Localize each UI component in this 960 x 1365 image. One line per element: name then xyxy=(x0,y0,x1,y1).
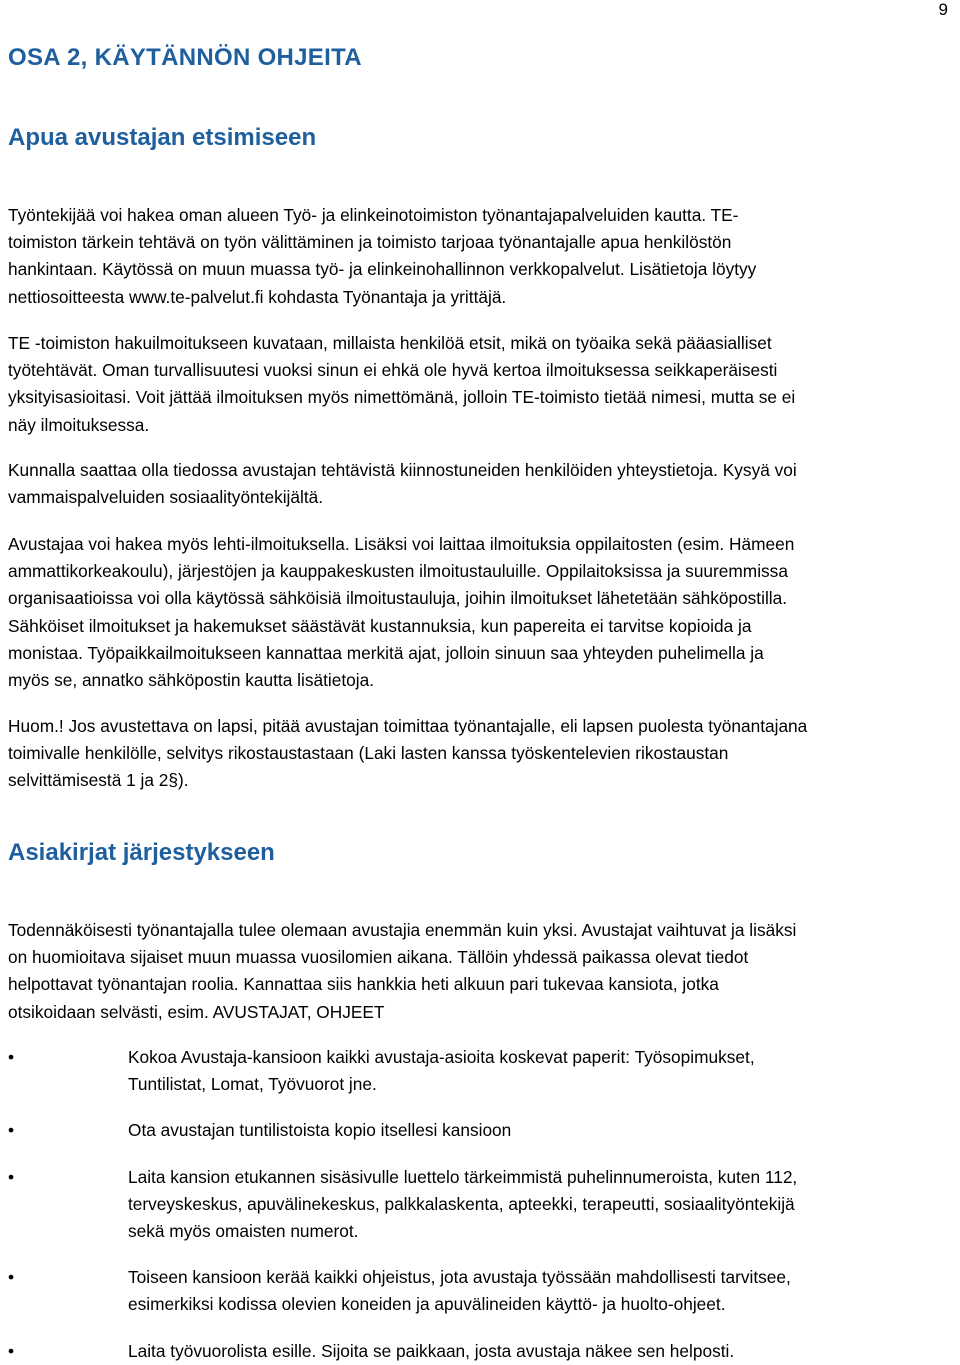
bullet-icon: • xyxy=(8,1267,15,1288)
section-heading-documents: Asiakirjat järjestykseen xyxy=(8,839,275,866)
paragraph-child-note: Huom.! Jos avustettava on lapsi, pitää avustajan toimittaa työnantajalle, eli lapsen puolesta työnantajana toimivalle henkilölle, selvitys rikostaustastaan (Laki lasten kanssa työskentelevien rikostaustan selvittämisestä 1 ja 2§). xyxy=(8,716,808,791)
page-number: 9 xyxy=(938,0,948,19)
paragraph-te-office: Työntekijää voi hakea oman alueen Työ- ja elinkeinotoimiston työnantajapalveluiden kautta. TE- toimiston tärkein tehtävä on työn välittäminen ja toimisto tarjoaa työnantajalle apua henkilöstön hankintaan. Käytössä on muun muassa työ- ja elinkeinohallinnon verkkopalvelut. Lisätietoja löytyy nettiosoitteesta www.te-palvelut.fi kohdasta Työnantaja ja yrittäjä. xyxy=(8,205,757,307)
bullet-list xyxy=(0,1044,960,1365)
paragraph-advertising: Avustajaa voi hakea myös lehti-ilmoituksella. Lisäksi voi laittaa ilmoituksia oppilaitosten (esim. Hämeen ammattikorkeakoulu), järjestöjen ja kauppakeskusten ilmoitustauluille. Oppilaitoksissa ja suuremmissa organisaatioissa voi olla käytössä sähköisiä ilmoitustauluja, joihin ilmoitukset lähetetään sähköpostilla. Sähköiset ilmoitukset ja hakemukset säästävät kustannuksia, kun papereita ei tarvitse kopioida ja monistaa. Työpaikkailmoitukseen kannattaa merkitä ajat, jolloin sinuun saa yhteyden puhelimella ja myös se, annatko sähköpostin kautta lisätietoja. xyxy=(8,534,795,691)
list-item-text: Ota avustajan tuntilistoista kopio itsellesi kansioon xyxy=(128,1120,512,1141)
list-item-text: Kokoa Avustaja-kansioon kaikki avustaja-asioita koskevat paperit: Työsopimukset, Tuntilistat, Lomat, Työvuorot jne. xyxy=(128,1047,755,1095)
list-item xyxy=(0,1117,960,1144)
bullet-icon: • xyxy=(8,1047,15,1067)
list-item-text: Laita kansion etukannen sisäsivulle luettelo tärkeimmistä puhelinnumeroista, kuten 112, terveyskeskus, apuvälinekeskus, palkkalaskenta, apteekki, terapeutti, sosiaalityöntekijä sekä myös omaisten numerot. xyxy=(128,1166,798,1242)
list-item xyxy=(0,1338,960,1365)
main-heading: OSA 2, KÄYTÄNNÖN OHJEITA xyxy=(8,44,362,71)
bullet-icon: • xyxy=(8,1120,15,1141)
section-heading-finding-assistant: Apua avustajan etsimiseen xyxy=(8,124,317,151)
list-item-text: Toiseen kansioon kerää kaikki ohjeistus, jota avustaja työssään mahdollisesti tarvitsee, esimerkiksi kodissa olevien koneiden ja apuvälineiden käyttö- ja huolto-ohjeet. xyxy=(128,1267,791,1315)
list-item-text: Laita työvuorolista esille. Sijoita se paikkaan, josta avustaja näkee sen helposti. xyxy=(128,1340,735,1361)
bullet-icon: • xyxy=(8,1166,15,1187)
list-item xyxy=(0,1164,960,1246)
list-item xyxy=(0,1264,960,1318)
paragraph-municipality: Kunnalla saattaa olla tiedossa avustajan tehtävistä kiinnostuneiden henkilöiden yhteystietoja. Kysyä voi vammaispalveluiden sosiaalityöntekijältä. xyxy=(8,460,797,508)
paragraph-documents-intro: Todennäköisesti työnantajalla tulee olemaan avustajia enemmän kuin yksi. Avustajat vaihtuvat ja lisäksi on huomioitava sijaiset muun muassa vuosilomien aikana. Tällöin yhdessä paikassa olevat tiedot helpottavat työnantajan roolia. Kannattaa siis hankkia heti alkuun pari tukevaa kansiota, jotka otsikoidaan selvästi, esim. AVUSTAJAT, OHJEET xyxy=(8,920,797,1022)
bullet-icon: • xyxy=(8,1340,15,1361)
paragraph-job-posting: TE -toimiston hakuilmoitukseen kuvataan, millaista henkilöä etsit, mikä on työaika sekä pääasialliset työtehtävät. Oman turvallisuutesi vuoksi sinun ei ehkä ole hyvä kertoa ilmoituksessa seikkaperäisesti yksityisasioitasi. Voit jättää ilmoituksen myös nimettömänä, jolloin TE-toimisto tietää nimesi, mutta se ei näy ilmoituksessa. xyxy=(8,333,796,435)
list-item xyxy=(0,1044,960,1098)
